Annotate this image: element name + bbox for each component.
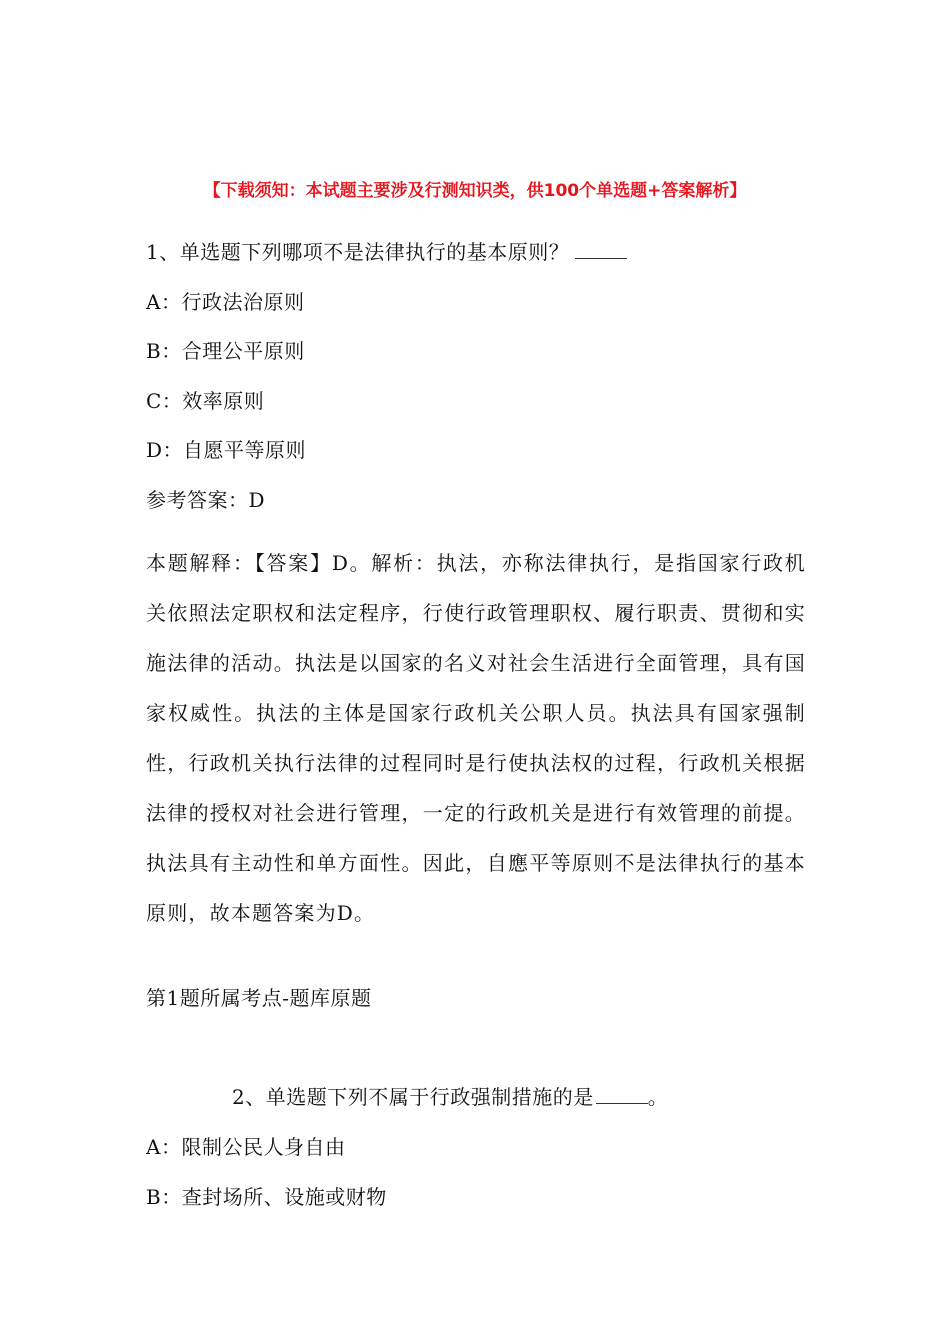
explanation-text: 本题解释：【答案】D。解析：执法，亦称法律执行，是指国家行政机关依照法定职权和法定程序，行使行政管理职权、履行职责、贯彻和实施法律的活动。执法是以国家的名义对社会生活进行全面管理，具有国家权威性。执法的主体是国家行政机关公职人员。执法具有国家强制性，行政机关执行法律的过程同时是行使执法权的过程，行政机关根据法律的授权对社会进行管理，一定的行政机关是进行有效管理的前提。执法具有主动性和单方面性。因此，自應平等原则不是法律执行的基本原则，故本题答案为D。 xyxy=(146,551,806,925)
question-1-topic: 第1题所属考点-题库原题 xyxy=(146,986,372,1010)
question-1-option-c: C：效率原则 xyxy=(146,389,265,413)
question-1-text: 1、单选题下列哪项不是法律执行的基本原则？ xyxy=(146,240,570,264)
question-1-answer: 参考答案：D xyxy=(146,488,266,512)
question-1-option-b: B：合理公平原则 xyxy=(146,339,305,363)
question-1 xyxy=(146,240,627,264)
question-2-end: 。 xyxy=(647,1085,669,1109)
answer-blank xyxy=(596,1085,648,1104)
question-1-option-a: A：行政法治原则 xyxy=(146,290,305,314)
question-2-option-b: B：查封场所、设施或财物 xyxy=(146,1185,387,1209)
answer-blank xyxy=(575,240,627,259)
question-2-text: 2、单选题下列不属于行政强制措施的是 xyxy=(232,1085,594,1109)
question-2 xyxy=(232,1085,668,1109)
question-1-explanation xyxy=(146,538,806,938)
download-notice: 【下载须知：本试题主要涉及行测知识类，供100个单选题+答案解析】 xyxy=(203,181,747,201)
question-2-option-a: A：限制公民人身自由 xyxy=(146,1135,346,1159)
question-1-option-d: D：自愿平等原则 xyxy=(146,438,307,462)
